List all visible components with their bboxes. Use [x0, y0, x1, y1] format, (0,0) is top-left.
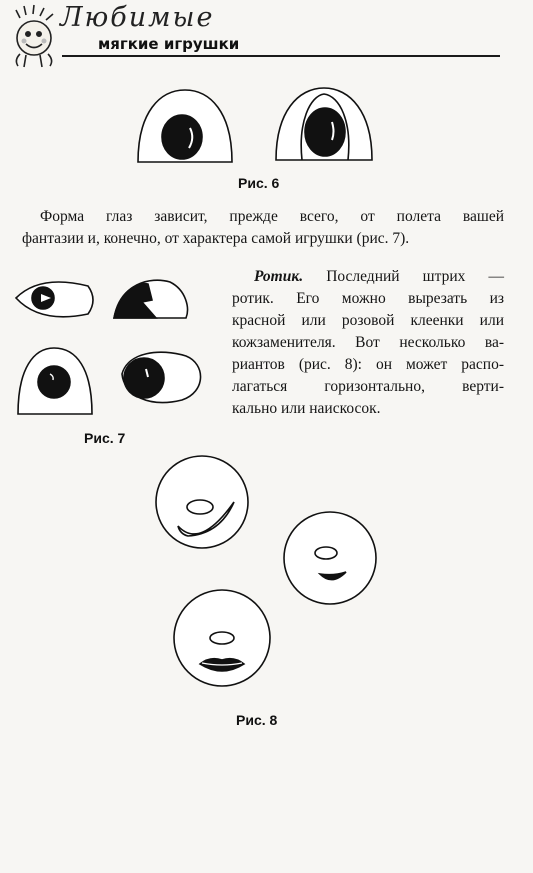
paragraph-first-line	[232, 266, 504, 288]
face-diagonal-mouth	[156, 456, 248, 548]
eye-oval-right	[122, 352, 201, 402]
series-title: Любимые	[60, 2, 215, 33]
paragraph-line-rest: Последний штрих —	[303, 268, 504, 285]
eye-half-dome	[114, 280, 187, 318]
paragraph-mouth	[232, 266, 504, 420]
paragraph-line: лагаться горизонтально, верти-	[232, 378, 504, 395]
figure-6-caption: Рис. 6	[238, 175, 280, 191]
face-small-smile	[284, 512, 376, 604]
header-rule	[62, 55, 500, 57]
paragraph-line: Форма глаз зависит, прежде всего, от полета вашей	[40, 208, 504, 225]
eye-almond-left	[16, 282, 93, 317]
paragraph-line: красной или розовой клеенки или	[232, 312, 504, 329]
paragraph-line: риантов (рис. 8): он может распо-	[232, 356, 504, 373]
paragraph-line: фантазии и, конечно, от характера самой игрушки (рис. 7).	[22, 230, 410, 247]
paragraph-line: кально или наискосок.	[232, 400, 381, 417]
figure-8-mouths	[150, 452, 390, 696]
face-lips-mouth	[174, 590, 270, 686]
paragraph-line: кожзаменителя. Вот несколько ва-	[232, 334, 504, 351]
figure-7-eyes	[10, 268, 210, 426]
figure-7-caption: Рис. 7	[84, 430, 126, 446]
figure-6-eyes	[130, 82, 380, 166]
running-header	[0, 0, 533, 62]
eye-small-arch	[18, 348, 92, 414]
paragraph-line: ротик. Его можно вырезать из	[232, 290, 504, 307]
eye-arch-right	[276, 88, 372, 160]
eye-arch-left	[138, 90, 232, 162]
paragraph-eye-shape	[22, 206, 504, 250]
series-subtitle: мягкие игрушки	[98, 35, 240, 53]
paragraph-lead: Ротик.	[254, 268, 304, 285]
doll-logo-icon	[6, 4, 68, 70]
figure-8-caption: Рис. 8	[236, 712, 278, 728]
